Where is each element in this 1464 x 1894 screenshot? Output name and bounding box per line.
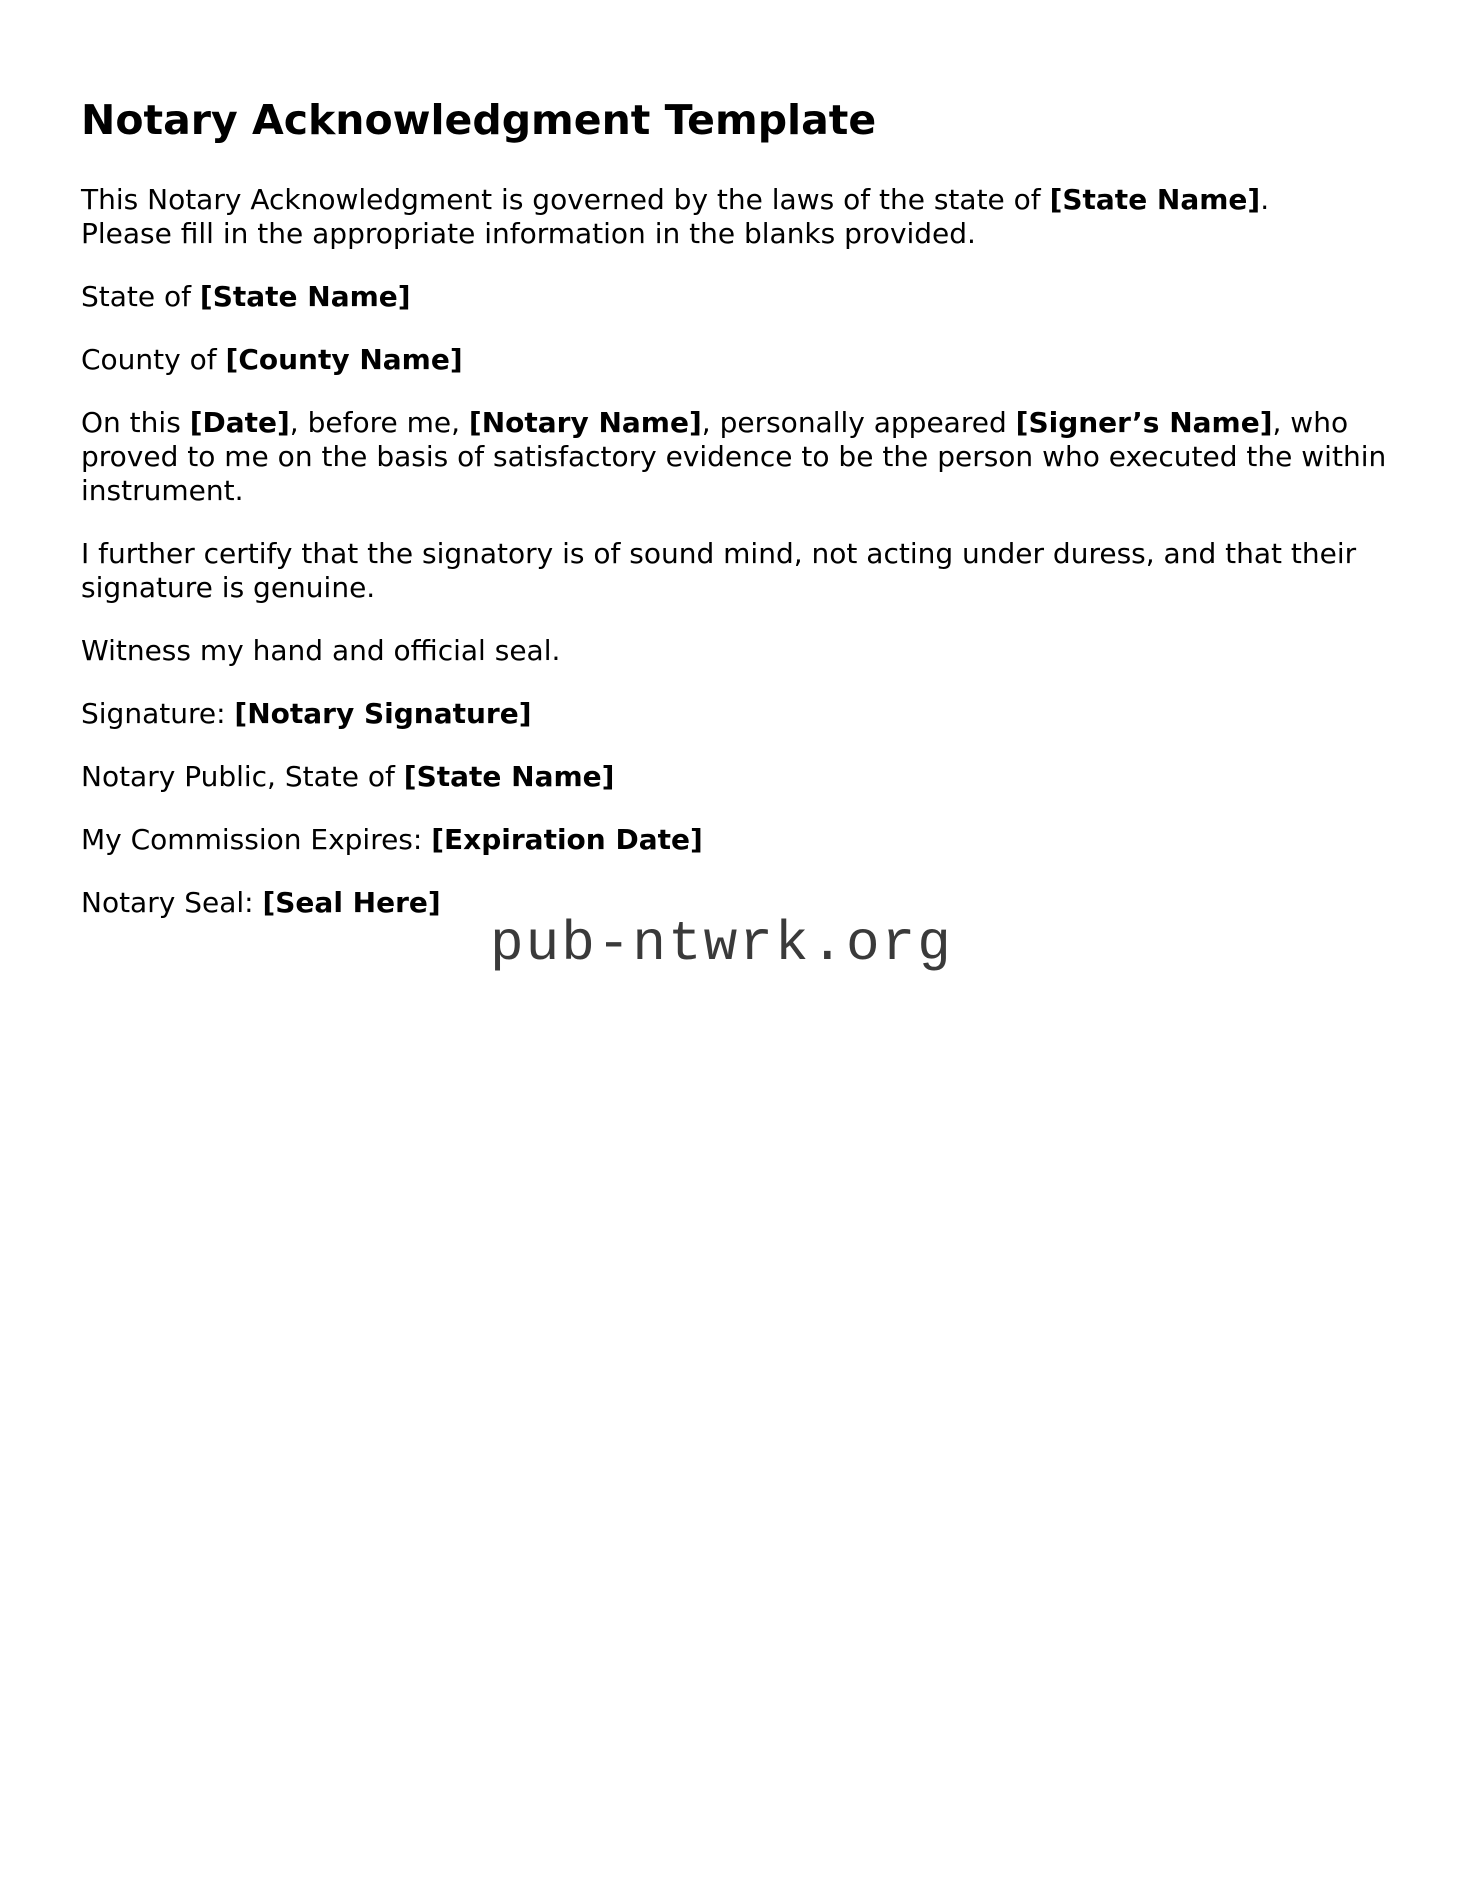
state-placeholder: [State Name] [199, 280, 411, 314]
notary-public-state-placeholder: [State Name] [403, 760, 615, 794]
intro-state-placeholder: [State Name] [1049, 183, 1261, 217]
notary-public-line [81, 760, 1391, 794]
seal-placeholder: [Seal Here] [262, 886, 441, 920]
commission-label: My Commission Expires: [81, 823, 432, 857]
appearance-text-1: On this [81, 406, 190, 440]
appearance-text-3: , personally appeared [701, 406, 1016, 440]
appearance-text-2: , before me, [289, 406, 469, 440]
notary-name-placeholder: [Notary Name] [468, 406, 702, 440]
date-placeholder: [Date] [189, 406, 290, 440]
appearance-paragraph [81, 406, 1391, 508]
state-label: State of [81, 280, 200, 314]
witness-paragraph: Witness my hand and official seal. [81, 634, 561, 668]
county-line [81, 343, 1391, 377]
county-label: County of [81, 343, 226, 377]
signature-line [81, 697, 1391, 731]
intro-text-2: . [1260, 183, 1270, 217]
county-placeholder: [County Name] [225, 343, 463, 377]
commission-line [81, 823, 1391, 857]
document-page [81, 96, 1391, 949]
document-title: Notary Acknowledgment Template [81, 96, 877, 144]
seal-label: Notary Seal: [81, 886, 263, 920]
intro-text-3: Please fill in the appropriate information in the blanks provided. [81, 217, 976, 251]
intro-text-1: This Notary Acknowledgment is governed by the laws of the state of [81, 183, 1050, 217]
signature-placeholder: [Notary Signature] [234, 697, 532, 731]
state-line [81, 280, 1391, 314]
certify-paragraph: I further certify that the signatory is of sound mind, not acting under duress, and that their signature is genuine. [81, 537, 1357, 605]
notary-public-label: Notary Public, State of [81, 760, 404, 794]
signer-name-placeholder: [Signer’s Name] [1015, 406, 1273, 440]
signature-label: Signature: [81, 697, 235, 731]
appearance-text-4: , who proved to me on the basis of satisfactory evidence to be the person who executed the within instrument. [81, 406, 1387, 508]
watermark: pub-ntwrk.org [490, 912, 953, 976]
intro-paragraph [81, 183, 1391, 251]
expiration-date-placeholder: [Expiration Date] [431, 823, 703, 857]
